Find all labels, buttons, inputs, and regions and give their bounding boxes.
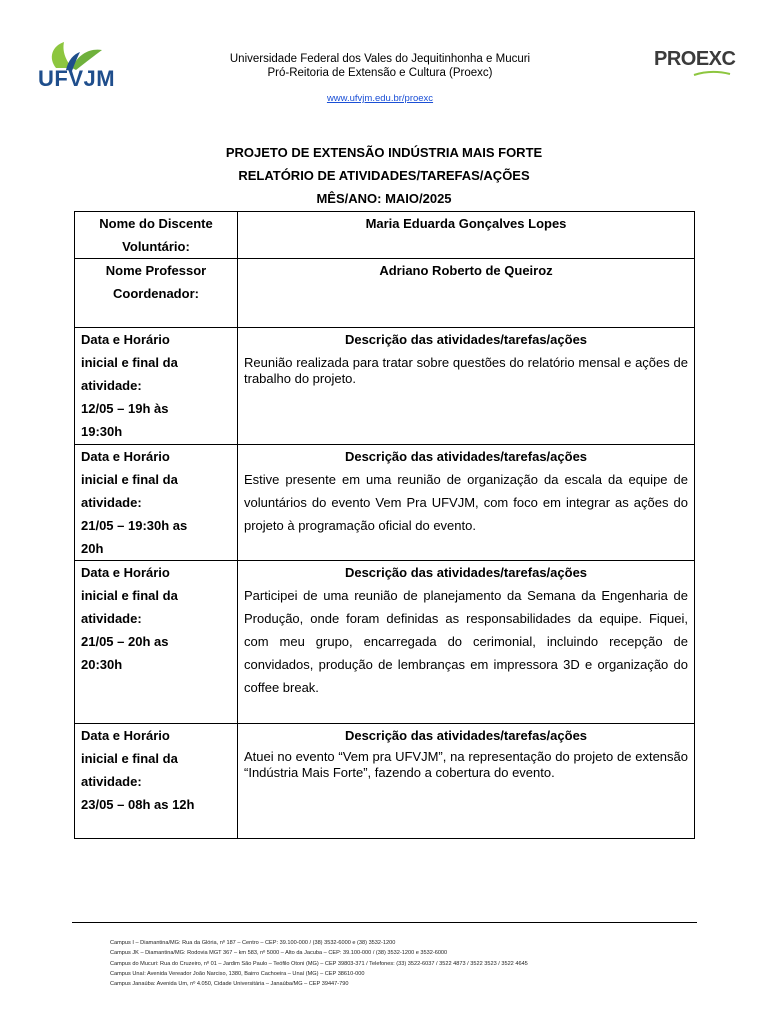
- professor-name: Adriano Roberto de Queiroz: [379, 263, 553, 278]
- activity-date-line: 21/05 – 19:30h as: [81, 518, 188, 533]
- activity-label-line: atividade:: [81, 378, 142, 393]
- activity-heading: Descrição das atividades/tarefas/ações: [344, 332, 588, 347]
- professor-name-cell: [238, 259, 695, 328]
- activity-date-line: 20:30h: [81, 657, 123, 672]
- report-title: RELATÓRIO DE ATIVIDADES/TAREFAS/AÇÕES: [238, 168, 530, 183]
- proexc-wordmark: PROEXC: [654, 48, 736, 70]
- activity-row: [75, 445, 695, 561]
- project-title: PROJETO DE EXTENSÃO INDÚSTRIA MAIS FORTE: [225, 145, 543, 160]
- student-label-line-2: Voluntário:: [122, 239, 190, 254]
- student-label-cell: [75, 212, 238, 259]
- pro-reitoria-name: Pró-Reitoria de Extensão e Cultura (Proexc): [267, 67, 493, 79]
- activity-description: Participei de uma reunião de planejamento da Semana da Engenharia de Produção, onde foram definidas as responsabilidades da equipe. Fiquei, com meu grupo, encarregada do cerimonial, incluindo recepção de convidados, produção de lembranças em impressora 3D e organização do coffee break.: [244, 588, 688, 695]
- activity-date-cell: [75, 328, 238, 445]
- activity-date-line: 21/05 – 20h as: [81, 634, 169, 649]
- activity-date-cell: [75, 561, 238, 724]
- activity-label-line: atividade:: [81, 774, 142, 789]
- activity-date-line: 12/05 – 19h às: [81, 401, 169, 416]
- activity-label-line: inicial e final da: [81, 472, 178, 487]
- professor-label-cell: [75, 259, 238, 328]
- activity-heading: Descrição das atividades/tarefas/ações: [344, 449, 588, 464]
- activity-description: Estive presente em uma reunião de organização da escala da equipe de voluntários do evento Vem Pra UFVJM, com foco em integrar as ações do projeto à programação oficial do evento.: [244, 472, 688, 533]
- activity-row: [75, 328, 695, 445]
- activity-label-line: atividade:: [81, 495, 142, 510]
- report-table: [74, 211, 695, 839]
- student-name-cell: [238, 212, 695, 259]
- university-name: Universidade Federal dos Vales do Jequitinhonha e Mucuri: [229, 53, 531, 65]
- activity-date-line: 23/05 – 08h as 12h: [81, 797, 195, 812]
- footer-campus-line: Campus JK – Diamantina/MG: Rodovia MGT 367 – km 583, nº 5000 – Alto da Jacuba – CEP: 39.100-000 / (38) 3532-1200 e 3532-6000: [110, 950, 448, 957]
- ufvjm-wordmark: UFVJM: [38, 66, 116, 91]
- activity-description-cell: [238, 445, 695, 561]
- footer-addresses: [110, 938, 528, 989]
- activity-description: Atuei no evento “Vem pra UFVJM”, na representação do projeto de extensão “Indústria Mais Forte”, fazendo a cobertura do evento.: [244, 749, 688, 780]
- activity-label-line: inicial e final da: [81, 751, 178, 766]
- professor-label-line-1: Nome Professor: [105, 263, 207, 278]
- activity-date-line: 20h: [81, 541, 104, 556]
- proexc-swoosh-icon: [654, 69, 734, 79]
- footer-campus-line: Campus do Mucuri: Rua do Cruzeiro, nº 01 – Jardim São Paulo – Teófilo Otoni (MG) – CEP 39803-371 / Telefones: (33) 3522-6037 / 3522 4873 / 3522 3523 / 3522 4645: [110, 960, 528, 967]
- footer-campus-line: Campus Unaí: Avenida Vereador João Narciso, 1380, Bairro Cachoeira – Unaí (MG) – CEP 38610-000: [110, 970, 365, 977]
- activity-label-line: inicial e final da: [81, 588, 178, 603]
- activity-label-line: atividade:: [81, 611, 142, 626]
- proexc-logo: [654, 48, 734, 88]
- header-institution: [180, 52, 580, 80]
- activity-description: Reunião realizada para tratar sobre questões do relatório mensal e ações de trabalho do projeto.: [244, 355, 688, 386]
- website-link[interactable]: www.ufvjm.edu.br/proexc: [326, 93, 434, 104]
- professor-label-line-2: Coordenador:: [113, 286, 199, 301]
- student-label-line-1: Nome do Discente: [99, 216, 213, 231]
- activity-heading: Descrição das atividades/tarefas/ações: [344, 565, 588, 580]
- activity-date-line: 19:30h: [81, 424, 123, 439]
- footer-campus-line: Campus Janaúba: Avenida Um, nº 4.050, Cidade Universitária – Janaúba/MG – CEP 39447-790: [110, 981, 349, 988]
- activity-label-line: Data e Horário: [81, 449, 170, 464]
- footer-divider: [72, 922, 697, 923]
- activity-label-line: Data e Horário: [81, 332, 170, 347]
- activity-date-cell: [75, 724, 238, 839]
- document-titles: [74, 141, 694, 210]
- footer-campus-line: Campus I – Diamantina/MG: Rua da Glória, nº 187 – Centro – CEP: 39.100-000 / (38) 3532-6000 e (38) 3532-1200: [110, 940, 396, 946]
- activity-description-cell: [238, 724, 695, 839]
- student-name: Maria Eduarda Gonçalves Lopes: [365, 216, 567, 231]
- month-year-title: MÊS/ANO: MAIO/2025: [316, 191, 452, 206]
- activity-row: [75, 561, 695, 724]
- activity-heading: Descrição das atividades/tarefas/ações: [344, 728, 588, 743]
- activity-description-cell: [238, 561, 695, 724]
- activity-label-line: Data e Horário: [81, 565, 170, 580]
- activity-date-cell: [75, 445, 238, 561]
- student-row: [75, 212, 695, 259]
- activity-description-cell: [238, 328, 695, 445]
- activity-row: [75, 724, 695, 839]
- professor-row: [75, 259, 695, 328]
- activity-label-line: Data e Horário: [81, 728, 170, 743]
- activity-label-line: inicial e final da: [81, 355, 178, 370]
